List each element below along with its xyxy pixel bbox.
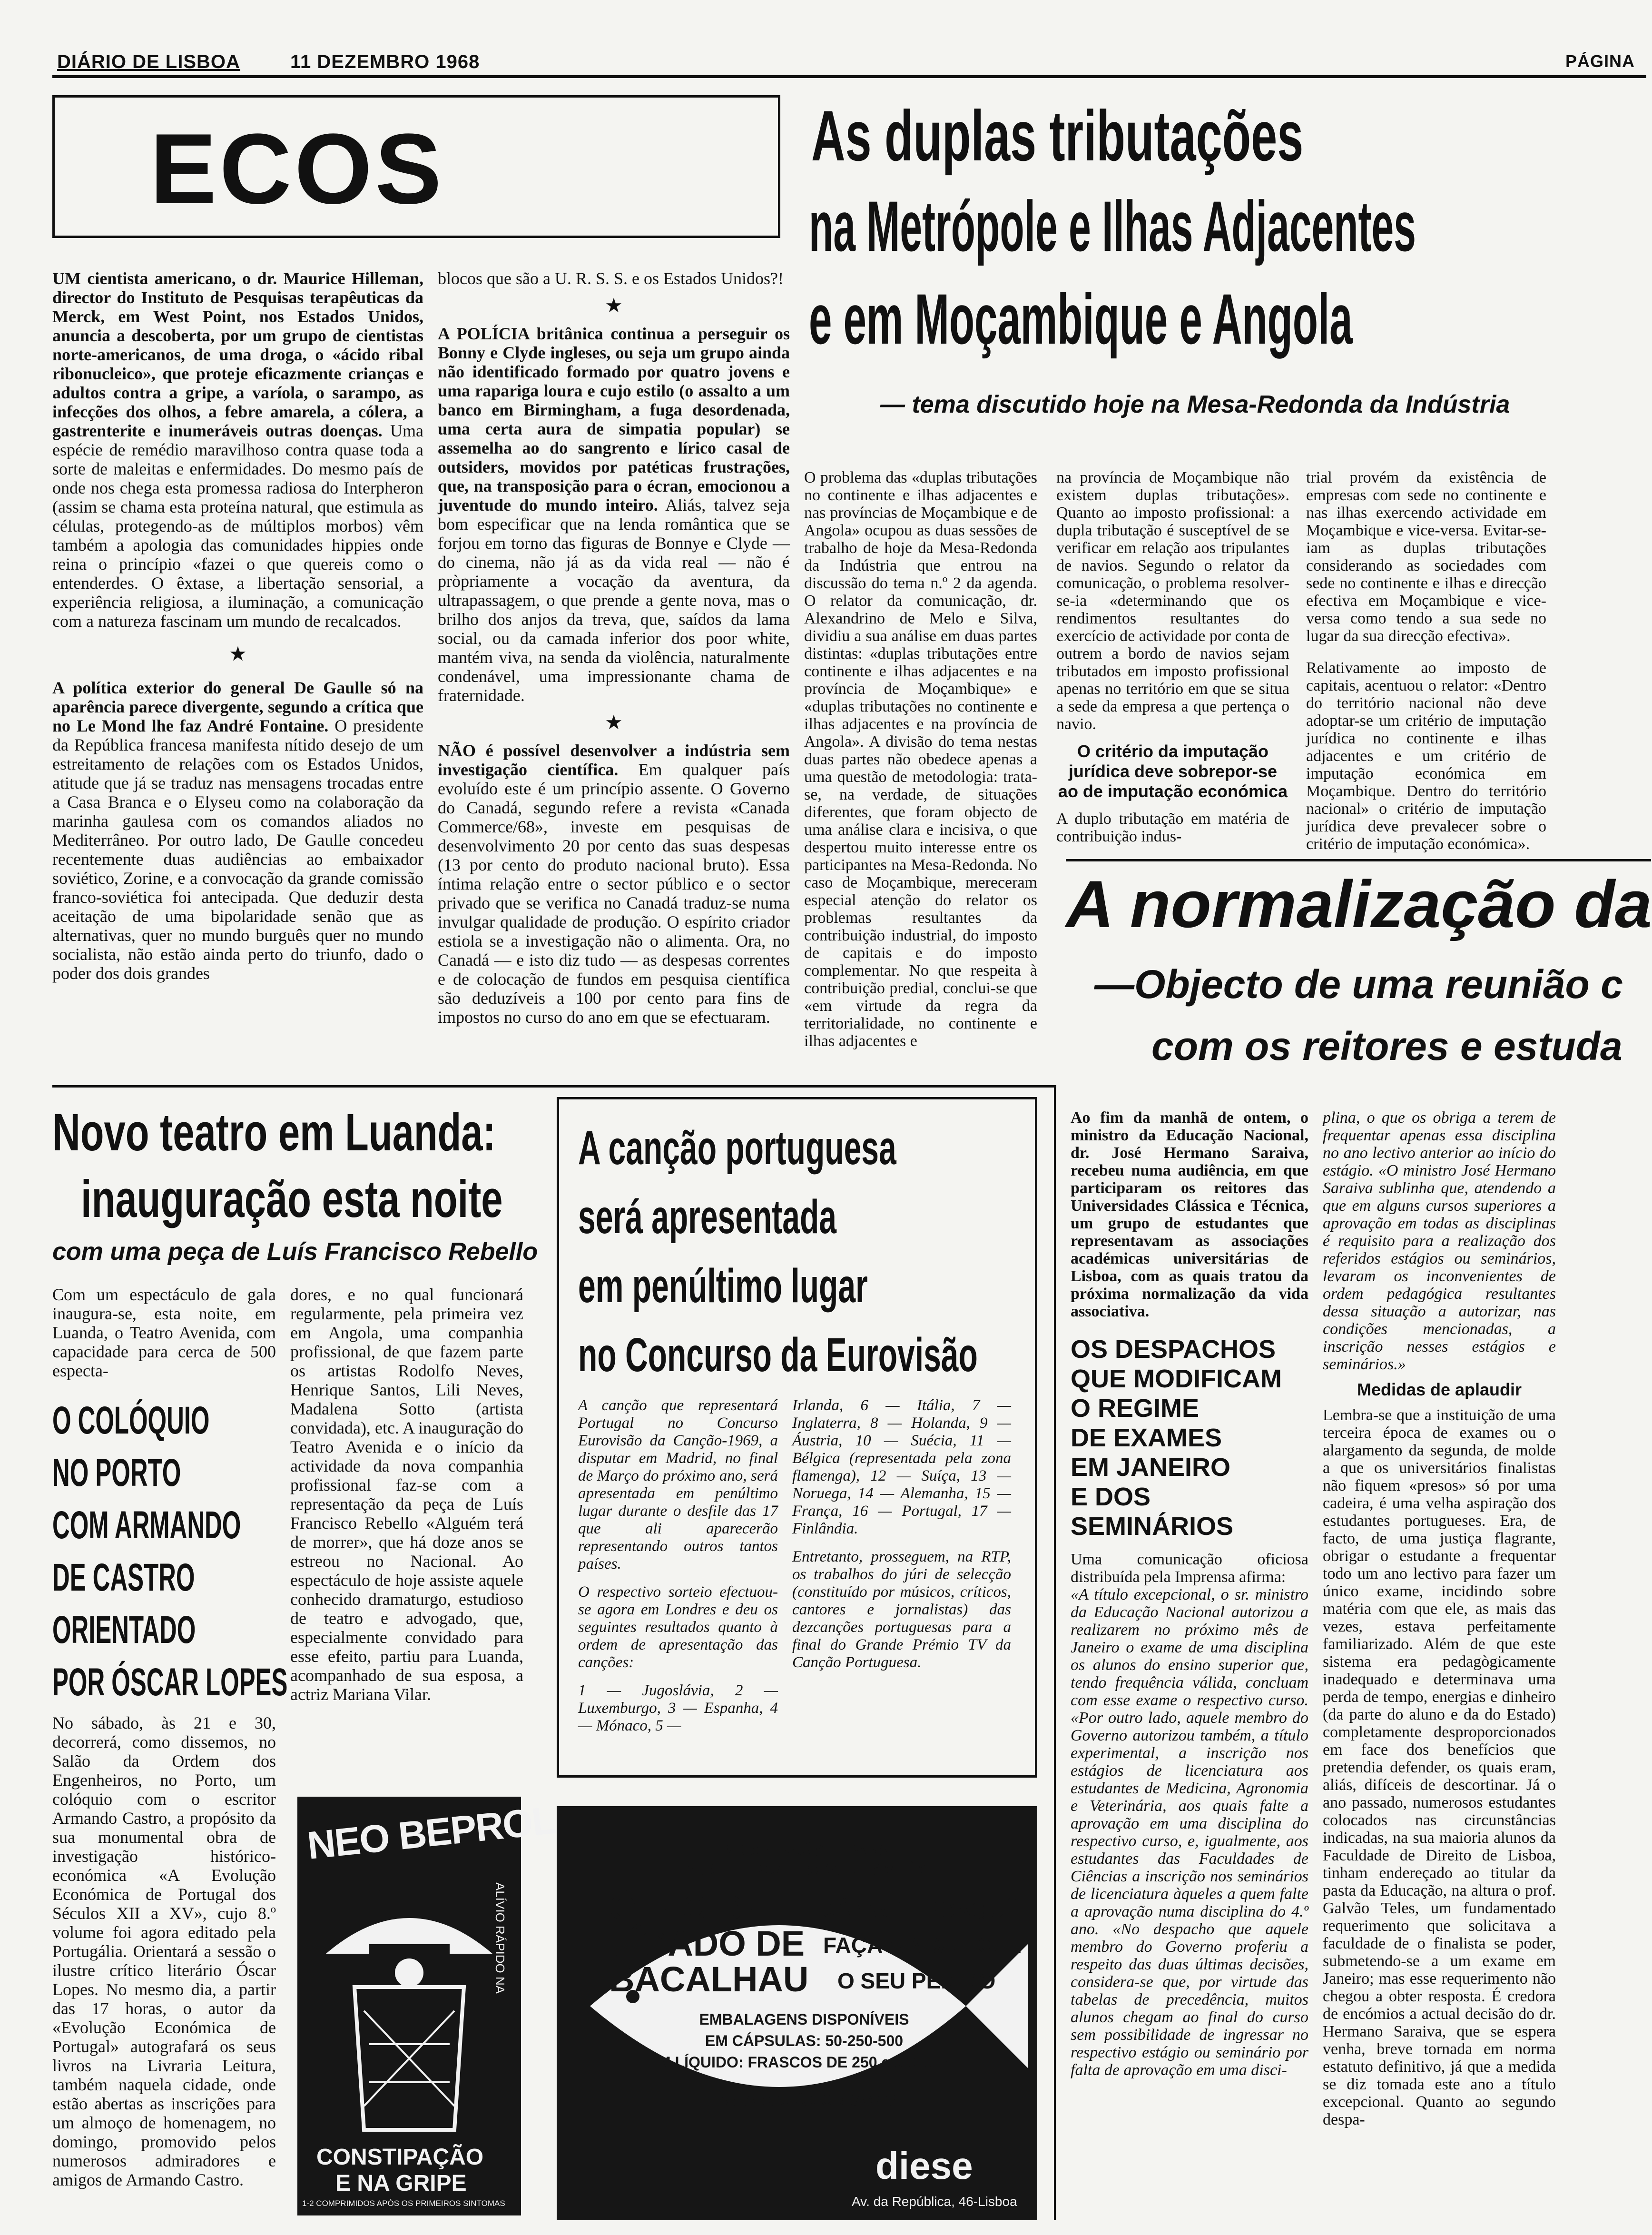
ecos-column-2 — [438, 269, 790, 1027]
normalizacao-comment: Lembra-se que a instituição de uma terceira época de exames ou o alargamento da segunda, de molde a que os universitários finalistas não fiquem «presos» só por uma cadeira, é uma velha aspiração dos estudantes portugueses. Era, de facto, de uma justiça flagrante, obrigar o estudante a frequentar todo um ano lectivo para fazer um único exame, incidindo sobre matéria com que ele, as mais das vezes, estava perfeitamente familiarizado. Além de que este sistema era pedagògicamente inadequado e determinava uma perda de tempo, energias e dinheiro (da parte do aluno e da do Estado) completamente desproporcionados em face dos benefícios que pretendia defender, os quais eram, aliás, difíceis de descortinar. Já o ano passado, numerosos estudantes colocados nas circunstâncias indicadas, na sua maioria alunos da Faculdade de Direito de Lisboa, tinham endereçado ao titular da pasta da Educação, na altura o prof. Galvão Teles, um fundamentado requerimento que solicitava a faculdade de o finalista se poder, submetendo-se a um exame em Janeiro; mas esse requerimento não chegou a obter resposta. É credora de encómios a actual decisão do dr. Hermano Saraiva, que se espera venha, breve tornada em norma estatuto definitivo, já que a medida se diz tomada este ano a título excepcional. Quanto ao segundo despa- — [1323, 1406, 1556, 2128]
oleo-address: Av. da República, 46-Lisboa — [852, 2194, 1017, 2209]
issue-date: 11 DEZEMBRO 1968 — [290, 51, 480, 72]
ecos-item-3-lead: A POLÍCIA britânica continua a perseguir os Bonny e Clyde ingleses, ou seja um grupo ainda não identificado formado por quatro jovens e uma rapariga loura e cujo estilo (o assalto a um banco em Birmingham, a fuga desordenada, uma certa aura de simpatia popular) se assemelha ao do sangrento e lírico casal de outsiders, movidos por patéticas frustrações, que, na transposição para o écran, emocionou a juventude do mundo inteiro. — [438, 324, 790, 514]
eurovisao-headline-line: no Concurso da Eurovisão — [578, 1328, 978, 1382]
tributacoes-column-2 — [1056, 469, 1289, 845]
oleo-slogan-1: JÁ SABE PORQUÊ — [823, 1897, 1019, 1922]
teatro-column-2: dores, e no qual funcionará regularmente, pela primeira vez em Angola, uma companhia profissional, de que fazem parte os artistas Rodolfo Neves, Henrique Santos, Lili Neves, Madalena Sotto (artista convidada), etc. A inauguração do Teatro Avenida e o início da actividade da nova companhia profissional faz-se com a representação da peça de Luís Francisco Rebello «Alguém terá de morrer», que há doze anos se estreou no Nacional. Ao espectáculo de hoje assiste aquele conhecido dramaturgo, estudioso de teatro e advogado, que, especialmente convidado para esse efeito, partiu para Luanda, acompanhado de sua esposa, a actriz Mariana Vilar. — [290, 1285, 523, 1704]
teatro-headline-1: Novo teatro em Luanda: — [52, 1103, 496, 1162]
neobeprol-line-2: E NA GRIPE — [335, 2171, 467, 2196]
ecos-star-separator: ★ — [229, 643, 247, 665]
ecos-item-2-body: O presidente da República francesa manifesta nítido desejo de um estreitamento de relações com os Estados Unidos, atitude que já se traduz nas mensagens trocadas entre a Casa Branca e o Elyseu como na colaboração da marinha gaulesa com os comandos aliados no Mediterrâneo. Por outro lado, De Gaulle concedeu recentemente duas audiências ao embaixador soviético, Zorine, e a convocação da grande comissão franco-soviética foi antecipada. Que deduzir desta aceitação de uma bipolaridade senão que as alternativas, quer no mundo burguês quer no mundo socialista, não estão ainda perto do triunfo, dado o poder dos dois grandes — [52, 716, 424, 983]
teatro-subtitle: com uma peça de Luís Francisco Rebello — [52, 1238, 538, 1266]
despachos-line: O REGIME — [1071, 1394, 1200, 1423]
coloquio-headline — [52, 1394, 288, 1709]
header-rule — [52, 75, 1646, 78]
normalizacao-subtitle-2: com os reitores e estuda — [1151, 1024, 1622, 1068]
despachos-line: EM JANEIRO — [1071, 1453, 1231, 1482]
eurovisao-headline — [578, 1114, 1183, 1390]
ecos-item-4-lead: NÃO é possível desenvolver a indústria sem investigação científica. — [438, 741, 790, 779]
coloquio-headline-line: DE CASTRO — [52, 1556, 195, 1599]
coloquio-headline-line: O COLÓQUIO — [52, 1399, 210, 1442]
ecos-col2-start: blocos que são a U. R. S. S. e os Estados Unidos?! — [438, 269, 784, 288]
normalizacao-intro: Ao fim da manhã de ontem, o ministro da Educação Nacional, dr. José Hermano Saraiva, recebeu numa audiência, em que participaram os reitores das Universidades Clássica e Técnica, um grupo de estudantes que representavam as associações académicas universitárias de Lisboa, com as quais tratou da próxima normalização da vida associativa. — [1071, 1109, 1308, 1320]
diese-logo: diese — [875, 2145, 973, 2187]
ecos-column-1 — [52, 269, 423, 983]
ecos-item-1-body: Uma espécie de remédio maravilhoso contra quase toda a sorte de maleitas e enfermidades. Do mesmo país de onde nos chega esta promessa radiosa do Interpheron (assim se chama esta proteína natural, que estimula as células, protegendo-as de múltiplos morbos) vêm também a apologia das comunidades hippies onde reina o princípio «fazei o que quereis como o entenderdes. O êxtase, a libertação sensorial, a experiência religiosa, a iluminação, a comunicação com a natureza fascinam um mundo de recalcados. — [52, 421, 423, 631]
eurovisao-column-1 — [578, 1397, 778, 1735]
tributacoes-column-1: O problema das «duplas tributações no continente e ilhas adjacentes e nas províncias de Moçambique e de Angola» ocupou as duas sessões de trabalho de hoje da Mesa-Redonda da Indústria que entrou na discussão do tema n.º 2 da agenda. O relator da comunicação, dr. Alexandrino de Melo e Silva, dividiu a sua análise em duas partes distintas: «duplas tributações entre continente e ilhas adjacentes e na província de Moçambique» e «duplas tributações no continente e ilhas adjacentes e na província de Angola». A divisão do tema nestas duas partes não obedece apenas a uma questão de metodologia: trata-se, na verdade, de situações diferentes, que foram objecto de uma análise clara e incisiva, o que despertou muito interesse entre os participantes na Mesa-Redonda. No caso de Moçambique, mereceram especial atenção do relator os problemas resultantes da contribuição industrial, do imposto de capitais e do imposto complementar. No que respeita à contribuição predial, conclui-se que «em virtude da regra da territorialidade, no continente e ilhas adjacentes e — [804, 469, 1037, 1050]
ecos-item-4-body: Em qualquer país evoluído este é um princípio assente. O Governo do Canadá, segundo refere a revista «Canada Commerce/68», investe em pesquisas de desenvolvimento 20 por cento das suas despesas (13 por cento do produto nacional bruto). Essa íntima relação entre o sector público e o sector privado que se verifica no Canadá traduz-se numa invulgar qualidade de produção. O espírito criador estiola se a investigação não o alimenta. Ora, no Canadá — e isto diz tudo — as despesas correntes e de colocação de fundos em pesquisa científica são deduzíveis a 100 por cento para fins de impostos no curso do ano em que se efectuaram. — [438, 760, 790, 1027]
medidas-subhead: Medidas de aplaudir — [1357, 1380, 1522, 1399]
oleo-top-2: SEUS FILHOS E PARA SI TAMBÉM — [679, 1861, 929, 1878]
tributacoes-headline-line-3: e em Moçambique e Angola — [809, 279, 1353, 359]
normalizacao-quote: «A título excepcional, o sr. ministro da Educação Nacional autorizou a realizarem no próximo mês de Janeiro o exame de uma disciplina os alunos do ensino superior que, tendo frequência válida, concluam com esse exame o respectivo curso. «Por outro lado, aquele membro do Governo autorizou também, a título experimental, a inscrição nos estágios de licenciatura aos estudantes de Medicina, Agronomia e Veterinária, aos quais falte a aprovação em uma disciplina do respectivo curso, e, igualmente, aos estudantes das Faculdades de Ciências a inscrição nos seminários de licenciatura àqueles a quem falte a aprovação numa disciplina do 4.º ano. «No despacho que aquele membro do Governo proferiu a respeito das duas últimas decisões, considera-se que, por virtude das tabelas de precedência, muitos alunos chegam ao final do curso sem possibilidade de ingressar no respectivo estágio ou seminário por falta de aprovação em uma disci- — [1071, 1586, 1308, 2079]
ecos-star-separator: ★ — [605, 712, 623, 734]
normalizacao-communique: Uma comunicação oficiosa distribuída pela Imprensa afirma: — [1071, 1551, 1308, 1586]
coloquio-body: No sábado, às 21 e 30, decorrerá, como dissemos, no Salão da Ordem dos Engenheiros, no Porto, um colóquio com o escritor Armando Castro, a propósito da sua monumental obra de investigação histórico-económica «A Evolução Económica de Portugal dos Séculos XII a XV», cujo 8.º volume foi agora editado pela Portugália. Orientará a sessão o ilustre crítico literário Óscar Lopes. No mesmo dia, a partir das 17 horas, o autor da «Evolução Económica de Portugal» autografará os seus livros na Livraria Leitura, também naquela cidade, onde estão abertas as inscrições para um almoço de homenagem, no domingo, promovido pelos numerosos admiradores e amigos de Armando Castro. — [52, 1713, 276, 2189]
oleo-name-1: ÓLEO DE — [609, 1888, 768, 1928]
despachos-line: OS DESPACHOS — [1071, 1335, 1276, 1364]
tributacoes-headline-line-2: na Metrópole e Ilhas Adjacentes — [809, 186, 1416, 266]
normalizacao-quote-cont: plina, o que os obriga a terem de frequentar apenas essa disciplina no ano lectivo anterior ao início do estágio. «O ministro José Hermano Saraiva sublinha que, atendendo a que em alguns cursos superiores a aprovação em todas as disciplinas é requisito para a realização dos referidos estágios ou seminários, levaram os inconvenientes de ordem pedagógica resultantes dessa situação a autorizar, nas condições mencionadas, a inscrição nesses estágios e seminários.» — [1323, 1109, 1556, 1373]
oleo-liquido: EM LÍQUIDO: FRASCOS DE 250 e 500 cm³ — [648, 2054, 951, 2071]
oleo-slogan-2: FAÇA AINDA HOJE — [823, 1933, 1022, 1958]
eurovisao-headline-line: A canção portuguesa — [578, 1121, 896, 1175]
coloquio-headline-line: ORIENTADO — [52, 1608, 196, 1652]
tributacoes-col2-text: na província de Moçambique não existem duplas tributações». Quanto ao imposto profissional: a dupla tributação é susceptível de se verificar em relação aos tripulantes de navios. Segundo o relator da comunicação, o problema resolver-se-ia «determinando que os rendimentos resultantes do exercício de actividade por conta de outrem a bordo de navios sejam tributados em imposto profissional apenas no território em que se situa a sede da empresa a que pertença o navio. — [1056, 469, 1289, 733]
eurovisao-intro: A canção que representará Portugal no Concurso Eurovisão da Canção-1969, a disputar em Madrid, no final de Março do próximo ano, será apresentada em penúltimo lugar durante o desfile das 17 que ali aparecerão representando outros tantos países. — [578, 1397, 778, 1572]
eurovisao-headline-line: em penúltimo lugar — [578, 1259, 868, 1313]
tributacoes-column-3 — [1306, 469, 1546, 853]
page-label: PÁGINA — [1565, 51, 1635, 71]
section-divider — [52, 1085, 1056, 1088]
ecos-item-1-lead: UM cientista americano, o dr. Maurice Hilleman, director do Instituto de Pesquisas terapêuticas da Merck, em West Point, nos Estados Unidos, anuncia a descoberta, por um grupo de cientistas norte-americanos, de uma droga, o «ácido ribal ribonucleico», que proteje eficazmente crianças e adultos contra a gripe, a varíola, o sarampo, as infecções dos olhos, a febre amarela, a cólera, a gastrenterite e inumeráveis outras doenças. — [52, 269, 423, 440]
ecos-title: ECOS — [150, 113, 445, 225]
eurovisao-sorteio: O respectivo sorteio efectuou-se agora em Londres e deu os seguintes resultados quanto à ordem de apresentação das canções: — [578, 1583, 778, 1671]
eurovisao-order-cont: Irlanda, 6 — Itália, 7 — Inglaterra, 8 — Holanda, 9 — Áustria, 10 — Suécia, 11 — Bélgica (representada pela zona flamenga), 12 — Suíça, 13 — Noruega, 14 — Alemanha, 15 — França, 16 — Portugal, 17 — Finlândia. — [792, 1397, 1011, 1537]
neobeprol-line-1: CONSTIPAÇÃO — [316, 2145, 484, 2170]
ecos-item-2-lead: A política exterior do general De Gaulle só na aparência parece divergente, segundo a crítica que no Le Mond lhe faz André Fontaine. — [52, 678, 423, 735]
tributacoes-headline-line-1: As duplas tributações — [811, 96, 1304, 176]
tributacoes-col3-text: trial provém da existência de empresas com sede no continente e nas ilhas exercendo actividade em Moçambique e vice-versa. Evitar-se-iam as duplas tributações considerando as sociedades com sede no continente e ilhas e direcção efectiva em Moçambique e vice-versa como tendo a sua sede no lugar da sua direcção efectiva». — [1306, 469, 1546, 645]
oleo-slogan-3: O SEU PEDIDO — [837, 1968, 996, 1993]
eurovisao-juri: Entretanto, prosseguem, na RTP, os trabalhos do júri de selecção (constituído por músicos, críticos, cantores e jornalistas) das dezcanções portuguesas para a final do Grande Prémio TV da Canção Portuguesa. — [792, 1548, 1011, 1671]
despachos-line: E DOS SEMINÁRIOS — [1071, 1483, 1234, 1541]
newspaper-name: DIÁRIO DE LISBOA — [57, 51, 240, 72]
neobeprol-vertical-text: ALÍVIO RÁPIDO NA — [493, 1882, 507, 1994]
normalizacao-column-b — [1323, 1109, 1556, 2128]
coloquio-headline-line: POR ÓSCAR LOPES — [52, 1661, 288, 1704]
normalizacao-subtitle-1: —Objecto de uma reunião c — [1094, 962, 1623, 1007]
ecos-title-box — [52, 95, 780, 238]
coloquio-headline-line: COM ARMANDO — [52, 1503, 241, 1547]
oleo-ad — [557, 1806, 1037, 2220]
tributacoes-col3-text-2: Relativamente ao imposto de capitais, acentuou o relator: «Dentro do território nacional não deve adoptar-se um critério de imputação jurídica no continente e ilhas adjacentes e um critério de imputação económica em Moçambique. Dentro do território nacional» o critério de imputação jurídica deve prevalecer sobre o critério de imputação económica». — [1306, 659, 1546, 853]
oleo-top-1: INDISPENSÁVEL PARA — [719, 1842, 889, 1859]
coloquio-headline-line: NO PORTO — [52, 1451, 181, 1494]
tributacoes-col2-end: A duplo tributação em matéria de contribuição indus- — [1056, 810, 1289, 845]
oleo-name-3: BACALHAU — [609, 1959, 809, 1999]
despachos-line: QUE MODIFICAM — [1071, 1365, 1282, 1393]
tributacoes-subtitle: — tema discutido hoje na Mesa-Redonda da Indústria — [880, 391, 1510, 418]
neobeprol-ad — [297, 1797, 557, 2215]
neobeprol-brand: NEO BEPROL — [305, 1798, 557, 1868]
eurovisao-headline-line: será apresentada — [578, 1190, 836, 1244]
despachos-line: DE EXAMES — [1071, 1424, 1222, 1452]
neobeprol-footer: 1-2 COMPRIMIDOS APÓS OS PRIMEIROS SINTOMAS — [302, 2199, 505, 2208]
normalizacao-headline: A normalização da — [1066, 867, 1652, 941]
oleo-cobranca: ENVIAMOS À COBRANÇA — [709, 2092, 899, 2109]
oleo-name-2: FÍGADO DE — [609, 1924, 805, 1963]
oleo-capsulas: EM CÁPSULAS: 50-250-500 — [705, 2032, 904, 2049]
ecos-star-separator: ★ — [605, 295, 623, 317]
teatro-column-1: Com um espectáculo de gala inaugura-se, esta noite, em Luanda, o Teatro Avenida, com capacidade para cerca de 500 especta- — [52, 1285, 276, 1380]
ecos-item-3-body: Aliás, talvez seja bom especificar que na lenda romântica que se forjou em torno das figuras de Bonnye e Clyde — do cinema, não já as da vida real — não é pròpriamente a vocação da aventura, da ultrapassagem, o que prende a gente nova, mas o brilho dos anjos da treva, que, saídos da lama social, ou da camada inferior dos poor white, mantém viva, na senda da violência, naturalmente condenável, uma impressionante chama de fraternidade. — [438, 495, 790, 705]
eurovisao-column-2 — [792, 1397, 1011, 1671]
eurovisao-order-start: 1 — Jugoslávia, 2 — Luxemburgo, 3 — Espanha, 4 — Mónaco, 5 — — [578, 1682, 778, 1734]
teatro-headline-2: inauguração esta noite — [81, 1170, 503, 1228]
tributacoes-subhead: O critério da imputação jurídica deve sobrepor-se ao de imputação económica — [1058, 742, 1288, 801]
normalizacao-top-rule — [1066, 859, 1651, 861]
oleo-embalagens: EMBALAGENS DISPONÍVEIS — [699, 2011, 909, 2028]
